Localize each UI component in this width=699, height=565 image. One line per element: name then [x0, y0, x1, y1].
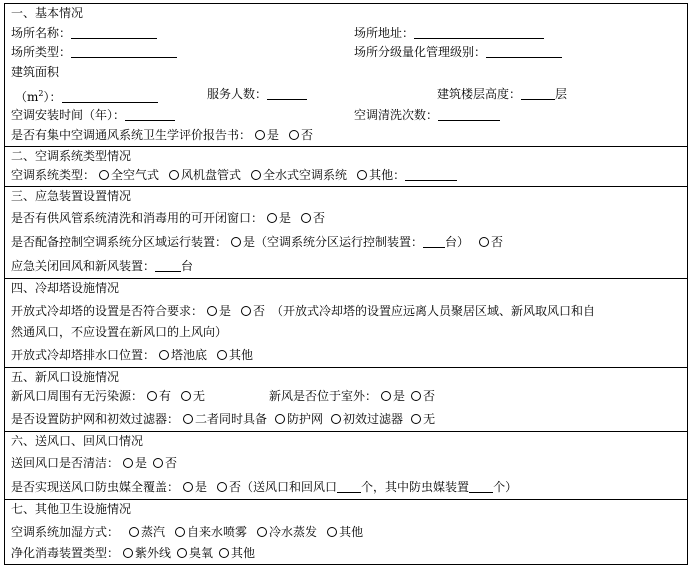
vent-clean-no-radio[interactable]	[153, 458, 163, 468]
row-name-address	[11, 24, 681, 44]
outdoor-label: 新风是否位于室外：	[269, 389, 378, 404]
pollution-has-radio[interactable]	[147, 391, 157, 401]
venue-type-field[interactable]	[71, 45, 177, 58]
section-title	[11, 4, 681, 24]
tower-yes-label: 是	[219, 303, 232, 318]
row-ac-type	[11, 166, 681, 186]
clean-count-label: 空调清洗次数：	[354, 108, 439, 123]
row-purify	[11, 544, 681, 564]
hygiene-survey-form	[4, 3, 688, 565]
section-title	[11, 279, 681, 299]
purify-ozone-radio[interactable]	[177, 548, 187, 558]
vent-clean-no-label: 否	[165, 456, 178, 471]
filter-net-label: 防护网	[287, 411, 324, 426]
floor-unit: 层	[555, 87, 568, 102]
vent-clean-label: 送回风口是否清洁：	[11, 456, 120, 471]
tower-note: （开放式冷却塔的设置应远离人员聚居区域、新风取风口和自	[271, 303, 596, 318]
filter-net-radio[interactable]	[275, 414, 285, 424]
tower-yes-radio[interactable]	[207, 306, 217, 316]
row-humidify	[11, 520, 681, 544]
section-title	[11, 500, 681, 520]
row-tower-compliance	[11, 299, 681, 323]
ac-full-air-radio[interactable]	[99, 170, 109, 180]
drain-other-label: 其他	[229, 347, 254, 362]
venue-name-field[interactable]	[71, 26, 157, 39]
zone-no-radio[interactable]	[479, 237, 489, 247]
insect-yes-radio[interactable]	[183, 482, 193, 492]
area-unit-post: ）：	[43, 90, 62, 105]
insect-unit-mid: 个，其中防虫媒装置	[361, 480, 470, 495]
ac-fan-coil-radio[interactable]	[169, 170, 179, 180]
row-type-grade	[11, 43, 681, 63]
row-tower-note2	[11, 323, 681, 343]
filter-both-radio[interactable]	[183, 414, 193, 424]
area-unit	[15, 90, 62, 104]
row-filter	[11, 407, 681, 431]
filter-primary-label: 初效过滤器	[343, 411, 404, 426]
purify-uv-radio[interactable]	[123, 548, 133, 558]
row-area-people-height	[11, 82, 681, 106]
vent-clean-yes-radio[interactable]	[123, 458, 133, 468]
area-field[interactable]	[62, 90, 158, 103]
ac-full-air-label: 全空气式	[111, 168, 160, 183]
emergency-count-field[interactable]	[155, 259, 181, 272]
section-title	[11, 187, 681, 207]
section-vents	[4, 431, 688, 500]
insect-no-label: 否（送风口和回风口	[229, 480, 338, 495]
purify-other-radio[interactable]	[219, 548, 229, 558]
outdoor-no-label: 否	[423, 389, 436, 404]
window-no-label: 否	[313, 211, 326, 226]
zone-yes-radio[interactable]	[231, 237, 241, 247]
ac-other-radio[interactable]	[357, 170, 367, 180]
zone-unit: 台）	[445, 235, 470, 250]
pollution-label: 新风口周围有无污染源：	[11, 389, 144, 404]
purify-other-label: 其他	[231, 545, 256, 560]
height-field[interactable]	[521, 87, 555, 100]
tower-no-label: 否	[253, 303, 266, 318]
venue-type-label: 场所类型：	[11, 45, 72, 60]
section-cooling-tower	[4, 278, 688, 366]
drain-pool-radio[interactable]	[159, 350, 169, 360]
pollution-none-label: 无	[193, 389, 206, 404]
window-yes-radio[interactable]	[267, 213, 277, 223]
filter-both-label: 二者同时具备	[195, 411, 268, 426]
pollution-has-label: 有	[159, 389, 172, 404]
vent-clean-yes-label: 是	[135, 456, 148, 471]
people-label: 服务人数：	[207, 87, 268, 102]
section-title-text: 三、应急装置设置情况	[11, 188, 132, 203]
area-unit-pre: （m	[15, 90, 39, 105]
section-title-text: 一、基本情况	[11, 6, 84, 20]
report-yes-label: 是	[267, 127, 280, 142]
tower-note-continued: 然通风口，不应设置在新风口的上风向）	[11, 324, 228, 339]
insect-unit-end: 个）	[493, 480, 518, 495]
section-fresh-air	[4, 367, 688, 431]
people-field[interactable]	[267, 87, 307, 100]
install-time-label: 空调安装时间（年）：	[11, 108, 126, 123]
outdoor-yes-label: 是	[393, 389, 406, 404]
row-pollution	[11, 387, 681, 407]
filter-label: 是否设置防护网和初效过滤器：	[11, 411, 180, 426]
report-no-label: 否	[301, 127, 314, 142]
window-label: 是否有供风管系统清洗和消毒用的可开闭窗口：	[11, 211, 264, 226]
purify-uv-label: 紫外线	[135, 545, 172, 560]
humid-other-radio[interactable]	[327, 527, 337, 537]
venue-address-field[interactable]	[414, 26, 544, 39]
area-label: 建筑面积	[11, 64, 60, 79]
row-area-label	[11, 63, 681, 83]
section-other-hygiene	[4, 499, 688, 564]
venue-address-label: 场所地址：	[354, 25, 415, 40]
grade-label: 场所分级量化管理级别：	[354, 45, 487, 60]
insect-yes-label: 是	[195, 480, 208, 495]
ac-full-water-radio[interactable]	[251, 170, 261, 180]
section-title-text: 六、送风口、回风口情况	[11, 433, 144, 448]
filter-none-label: 无	[423, 411, 436, 426]
venue-name-label: 场所名称：	[11, 25, 72, 40]
drain-pool-label: 塔池底	[171, 347, 208, 362]
ac-other-label: 其他：	[369, 168, 406, 183]
humid-evap-radio[interactable]	[257, 527, 267, 537]
ac-full-water-label: 全水式空调系统	[263, 168, 348, 183]
drain-other-radio[interactable]	[217, 350, 227, 360]
humidify-label: 空调系统加湿方式：	[11, 524, 120, 539]
humid-spray-label: 自来水喷雾	[187, 524, 248, 539]
outdoor-no-radio[interactable]	[411, 391, 421, 401]
install-time-field[interactable]	[125, 108, 175, 121]
tower-no-radio[interactable]	[241, 306, 251, 316]
ac-fan-coil-label: 风机盘管式	[181, 168, 242, 183]
section-emergency	[4, 186, 688, 279]
insect-device-count-field[interactable]	[469, 480, 493, 493]
ac-type-label: 空调系统类型：	[11, 168, 96, 183]
row-window	[11, 206, 681, 230]
height-label: 建筑楼层高度：	[437, 87, 522, 102]
filter-none-radio[interactable]	[411, 414, 421, 424]
row-emergency	[11, 254, 681, 278]
outdoor-yes-radio[interactable]	[381, 391, 391, 401]
report-no-radio[interactable]	[289, 130, 299, 140]
vent-count-field[interactable]	[337, 480, 361, 493]
insect-label: 是否实现送风口防虫媒全覆盖：	[11, 480, 180, 495]
zone-no-label: 否	[491, 235, 504, 250]
section-title-text: 四、冷却塔设施情况	[11, 281, 120, 296]
row-drain	[11, 343, 681, 367]
tower-compliance-label: 开放式冷却塔的设置是否符合要求：	[11, 303, 204, 318]
section-ac-type	[4, 146, 688, 186]
row-insect	[11, 475, 681, 499]
row-zone	[11, 230, 681, 254]
row-vent-clean	[11, 451, 681, 475]
section-title-text: 二、空调系统类型情况	[11, 148, 132, 163]
humid-evap-label: 冷水蒸发	[269, 524, 318, 539]
report-yes-radio[interactable]	[255, 130, 265, 140]
humid-other-label: 其他	[339, 524, 364, 539]
report-label: 是否有集中空调通风系统卫生学评价报告书：	[11, 127, 252, 142]
window-no-radio[interactable]	[301, 213, 311, 223]
area-unit-sup: 2	[38, 89, 44, 99]
section-basic-info	[4, 3, 688, 146]
purify-label: 净化消毒装置类型：	[11, 545, 120, 560]
section-title-text: 五、新风口设施情况	[11, 369, 120, 384]
grade-field[interactable]	[486, 45, 562, 58]
insect-no-radio[interactable]	[217, 482, 227, 492]
row-install-clean	[11, 106, 681, 126]
humid-spray-radio[interactable]	[175, 527, 185, 537]
drain-label: 开放式冷却塔排水口位置：	[11, 347, 156, 362]
purify-ozone-label: 臭氧	[189, 545, 214, 560]
ac-other-field[interactable]	[405, 168, 457, 181]
zone-yes-label: 是（空调系统分区运行控制装置：	[243, 235, 424, 250]
filter-primary-radio[interactable]	[331, 414, 341, 424]
clean-count-field[interactable]	[438, 108, 500, 121]
emergency-unit: 台	[181, 259, 194, 274]
zone-count-field[interactable]	[423, 235, 445, 248]
section-title-text: 七、其他卫生设施情况	[11, 502, 132, 517]
row-report	[11, 126, 681, 146]
humid-steam-label: 蒸汽	[141, 524, 166, 539]
section-title	[11, 147, 681, 167]
pollution-none-radio[interactable]	[181, 391, 191, 401]
emergency-label: 应急关闭回风和新风装置：	[11, 259, 156, 274]
window-yes-label: 是	[279, 211, 292, 226]
zone-label: 是否配备控制空调系统分区域运行装置：	[11, 235, 228, 250]
section-title	[11, 368, 681, 388]
humid-steam-radio[interactable]	[129, 527, 139, 537]
section-title	[11, 432, 681, 452]
